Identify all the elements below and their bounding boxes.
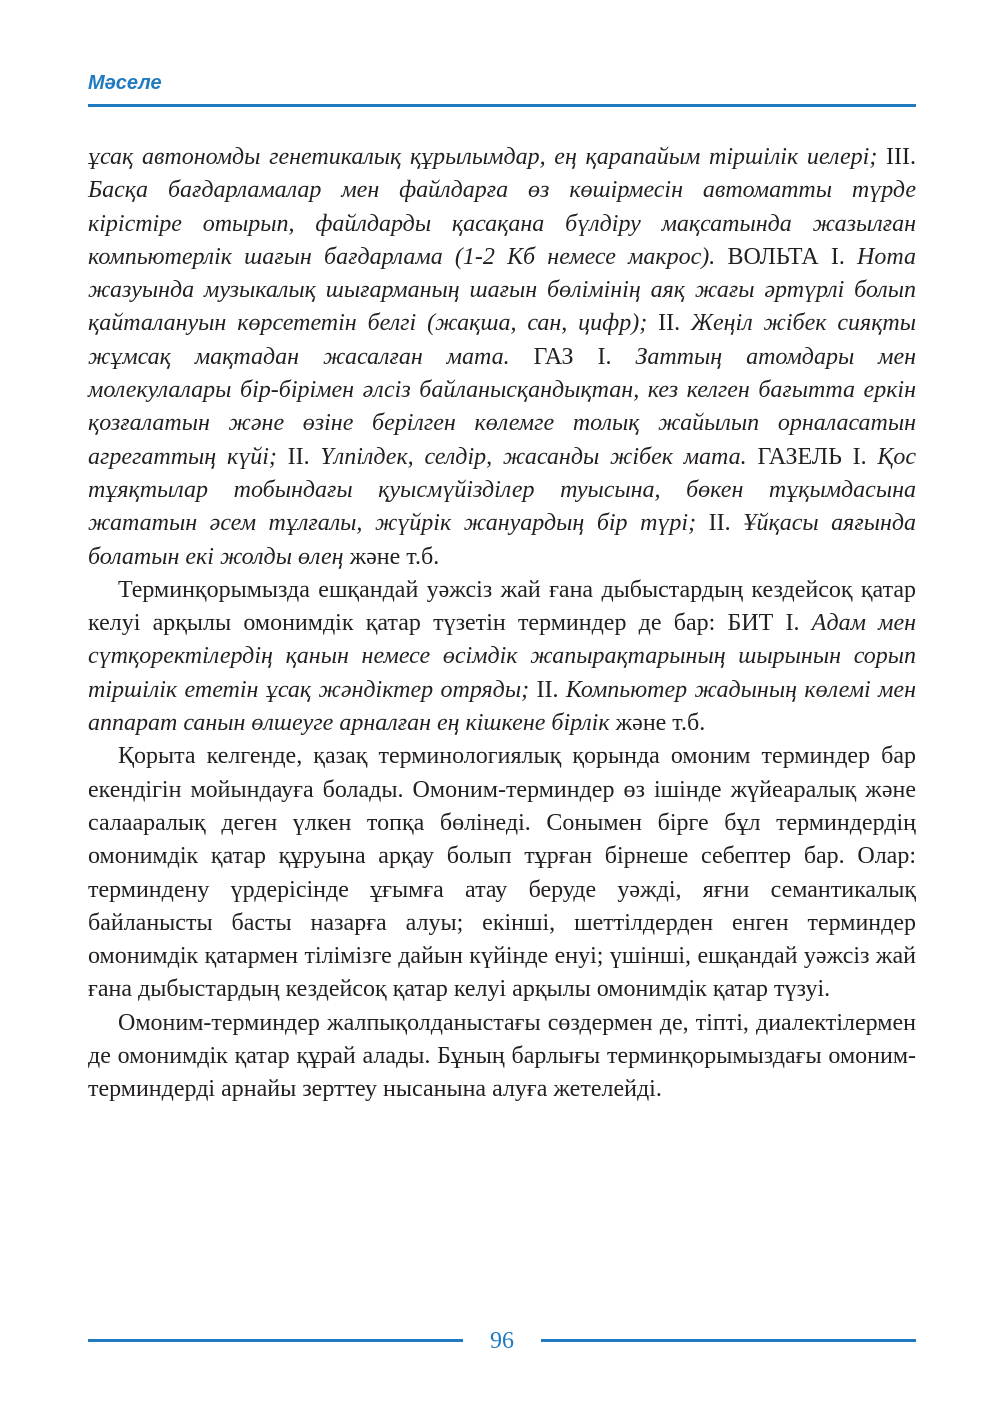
text-run: Жеңіл жібек сияқты жұмсақ мақтадан жасалған мата. xyxy=(88,310,917,370)
paragraph-3: Қорыта келгенде, қазақ терминологиялық қорында омоним терминдер бар екендігін мойындауға болады. Омоним-терминдер өз ішінде жүйеаралық және салааралық деген үлкен топқа бөлінеді. Сонымен бірге бұл терминдердің омонимдік қатар құруына арқау болып тұрған бірнеше себептер бар. Олар: терминдену үрдерісінде ұғымға атау беруде уәжді, яғни семантикалық байланысты басты назарға алуы; екінші, шеттілдерден енген терминдер омонимдік қатармен тілімізге дайын күйінде енуі; үшінші, ешқандай уәжсіз жай ғана дыбыстардың кездейсоқ қатар келуі арқылы омонимдік қатар түзуі. xyxy=(88,743,916,1003)
text-run: ВОЛЬТА I. xyxy=(715,243,858,270)
section-title: Мәселе xyxy=(88,72,162,94)
text-run: ГАЗЕЛЬ I. xyxy=(746,443,878,470)
footer-divider-right xyxy=(541,1339,916,1342)
text-run: II. xyxy=(276,443,321,470)
text-run: III. xyxy=(877,144,916,170)
text-run: Заттың атомдары мен молекулалары бір-бірімен әлсіз байланысқандықтан, кез келген бағытта еркін қозғалатын және өзіне берілген көлемге толық жайылып орналасатын агрегаттың күйі; xyxy=(88,343,917,470)
page-footer xyxy=(88,1326,916,1356)
text-run: II. xyxy=(647,310,691,337)
text-run: Адам мен сүтқоректілердің қанын немесе өсімдік жапырақтарының шырынын сорып тіршілік ететін ұсақ жәндіктер отряды; xyxy=(88,610,917,703)
paragraph-2 xyxy=(88,574,916,740)
text-run: Басқа бағдарламалар мен файлдарға өз көшірмесін автоматты түрде кірістіре отырып, файлдарды қасақана бүлдіру мақсатында жазылған компьютерлік шағын бағдарлама (1-2 Кб немесе макрос). xyxy=(88,177,916,270)
text-run: Ұйқасы аяғында болатын екі жолды өлең xyxy=(88,510,916,570)
text-run: ГАЗ I. xyxy=(509,343,636,370)
text-run: және т.б. xyxy=(343,543,440,570)
page-header xyxy=(88,68,916,107)
text-run: және т.б. xyxy=(609,710,706,737)
body-text xyxy=(88,141,916,1107)
text-run: Компьютер жадының көлемі мен аппарат санын өлшеуге арналған ең кішкене бірлік xyxy=(88,676,916,737)
paragraph-4: Омоним-терминдер жалпықолданыстағы сөздермен де, тіпті, диалектілермен де омонимдік қатар құрай алады. Бұның барлығы терминқорымыздағы омоним-терминдерді арнайы зерттеу нысанына алуға жетелейді. xyxy=(88,1009,916,1103)
text-run: ұсақ автономды генетикалық құрылымдар, ең қарапайым тіршілік иелері; xyxy=(88,144,878,170)
text-run: II. xyxy=(529,676,566,703)
text-run: Терминқорымызда ешқандай уәжсіз жай ғана дыбыстардың кездейсоқ қатар келуі арқылы омонимдік қатар түзетін терминдер де бар: БИТ I. xyxy=(88,576,916,637)
text-run: Қос тұяқтылар тобындағы қуысмүйізділер туысына, бөкен тұқымдасына жататын әсем тұлғалы, жүйрік жануардың бір түрі; xyxy=(88,443,917,537)
header-divider xyxy=(88,104,916,107)
text-run: Үлпілдек, селдір, жасанды жібек мата. xyxy=(320,443,747,470)
text-run: Нота жазуында музыкалық шығарманың шағын бөлімінің аяқ жағы әртүрлі болып қайталануын көрсететін белгі (жақша, сан, цифр); xyxy=(88,243,916,337)
page-number: 96 xyxy=(490,1328,514,1354)
footer-divider-left xyxy=(88,1339,463,1342)
text-run: II. xyxy=(696,510,744,537)
paragraph-1 xyxy=(88,141,916,574)
